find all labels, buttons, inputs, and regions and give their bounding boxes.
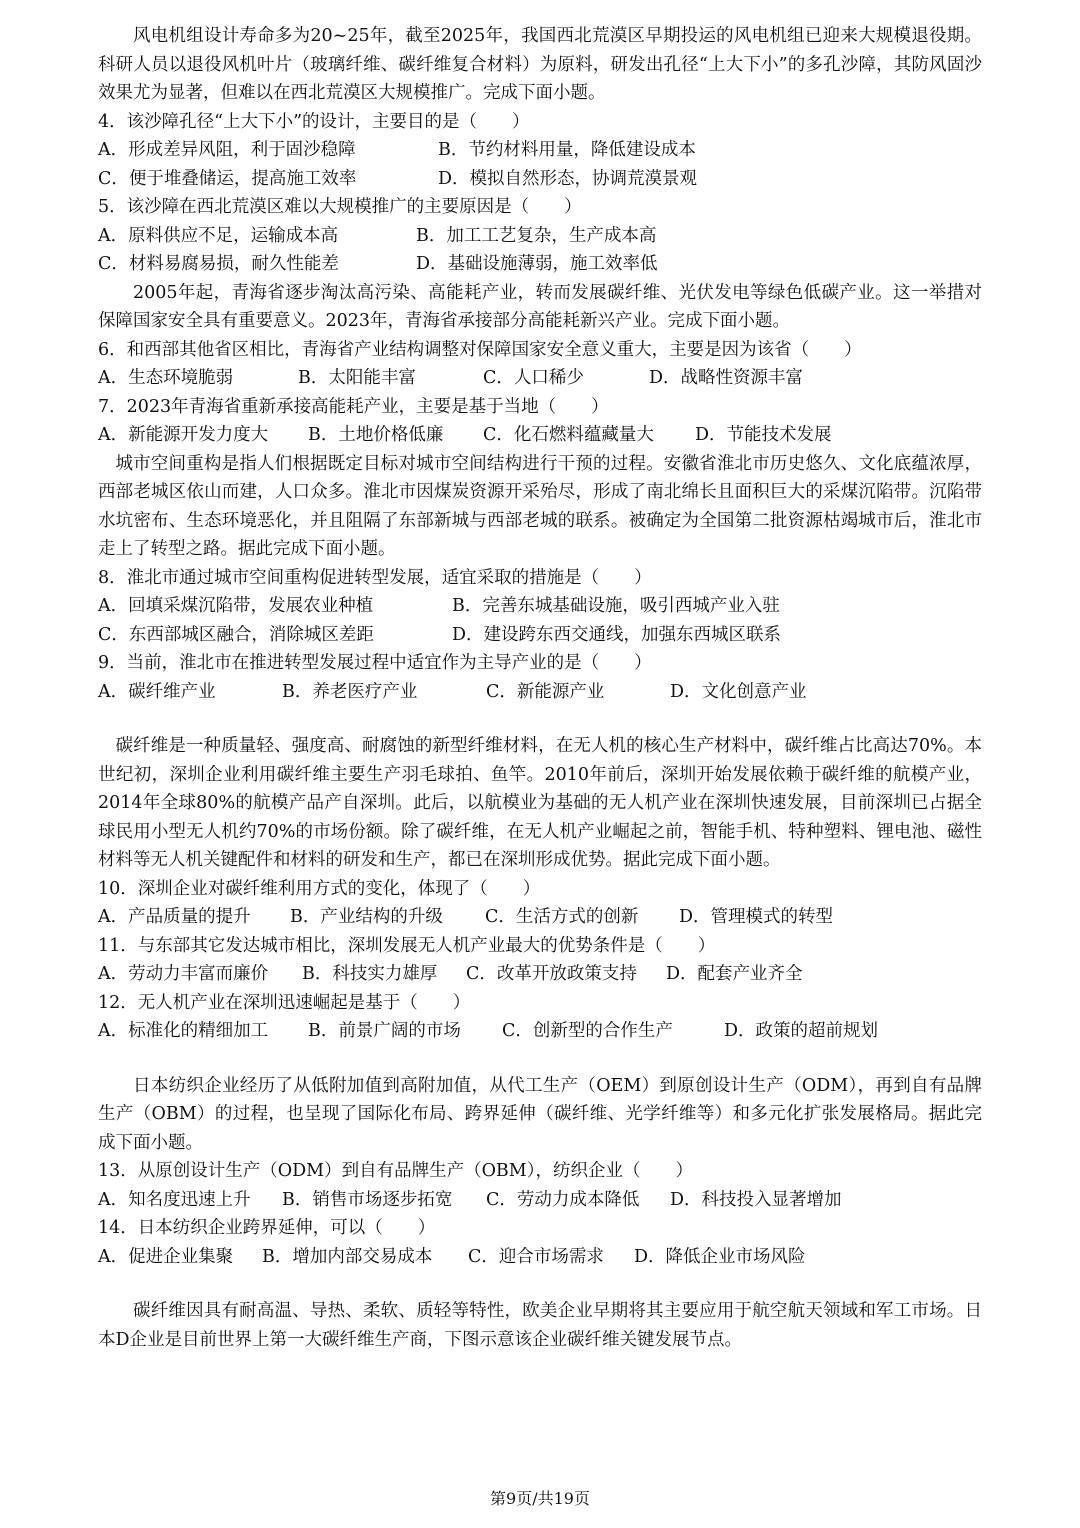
options-row — [98, 1017, 982, 1046]
option-b[interactable]: B．养老医疗产业 — [282, 681, 418, 702]
option-d[interactable]: D．降低企业市场风险 — [634, 1246, 806, 1267]
option-b[interactable]: B．太阳能丰富 — [298, 368, 416, 388]
option-c[interactable]: C．人口稀少 — [483, 368, 584, 388]
option-c[interactable]: C．东西部城区融合，消除城区差距 — [98, 624, 374, 645]
option-c[interactable]: C．便于堆叠储运，提高施工效率 — [98, 168, 357, 189]
options-row — [98, 678, 982, 707]
option-a[interactable]: A．形成差异风阻，利于固沙稳障 — [98, 140, 356, 160]
passage-huaibei: 城市空间重构是指人们根据既定目标对城市空间结构进行干预的过程。安徽省淮北市历史悠久、文化底蕴浓厚，西部老城区依山而建，人口众多。淮北市因煤炭资源开采殆尽，形成了南北绵长且面积巨大的采煤沉陷带。沉陷带水坑密布、生态环境恶化，并且阻隔了东部新城与西部老城的联系。被确定为全国第二批资源枯竭城市后，淮北市走上了转型之路。据此完成下面小题。 — [98, 453, 982, 559]
option-d[interactable]: D．战略性资源丰富 — [649, 368, 804, 388]
option-d[interactable]: D．管理模式的转型 — [679, 907, 834, 927]
option-c[interactable]: C．改革开放政策支持 — [466, 964, 637, 984]
question-7: 7．2023年青海省重新承接高能耗产业，主要是基于当地（ ） — [98, 396, 609, 417]
section-gap — [98, 1271, 982, 1297]
question-11: 11．与东部其它发达城市相比，深圳发展无人机产业最大的优势条件是（ ） — [98, 935, 716, 956]
options-row — [98, 250, 982, 279]
passage-qinghai: 2005年起，青海省逐步淘汰高污染、高能耗产业，转而发展碳纤维、光伏发电等绿色低碳产业。这一举措对保障国家安全具有重要意义。2023年，青海省承接部分高能耗新兴产业。完成下面小题。 — [98, 282, 982, 331]
option-a[interactable]: A．产品质量的提升 — [98, 907, 251, 927]
option-a[interactable]: A．原料供应不足，运输成本高 — [98, 225, 339, 246]
question-14: 14．日本纺织企业跨界延伸，可以（ ） — [98, 1218, 436, 1238]
section-gap — [98, 706, 982, 732]
options-row — [98, 960, 982, 989]
options-row — [98, 1243, 982, 1272]
option-c[interactable]: C．迎合市场需求 — [468, 1246, 604, 1267]
options-row — [98, 165, 982, 194]
option-a[interactable]: A．生态环境脆弱 — [98, 368, 234, 388]
option-b[interactable]: B．产业结构的升级 — [290, 907, 443, 927]
option-b[interactable]: B．增加内部交易成本 — [262, 1246, 433, 1267]
question-12: 12．无人机产业在深圳迅速崛起是基于（ ） — [98, 992, 471, 1013]
option-c[interactable]: C．新能源产业 — [486, 681, 605, 702]
question-5: 5．该沙障在西北荒漠区难以大规模推广的主要原因是（ ） — [98, 197, 582, 217]
options-row — [98, 421, 982, 450]
page-content — [98, 22, 982, 1354]
option-b[interactable]: B．土地价格低廉 — [308, 425, 444, 445]
option-d[interactable]: D．科技投入显著增加 — [670, 1189, 842, 1210]
option-b[interactable]: B．销售市场逐步拓宽 — [282, 1189, 453, 1210]
options-row — [98, 222, 982, 251]
option-a[interactable]: A．知名度迅速上升 — [98, 1189, 251, 1210]
option-d[interactable]: D．文化创意产业 — [670, 681, 807, 702]
option-d[interactable]: D．建设跨东西交通线，加强东西城区联系 — [452, 624, 782, 645]
option-d[interactable]: D．基础设施薄弱，施工效率低 — [416, 254, 658, 274]
options-row — [98, 364, 982, 393]
question-9: 9．当前，淮北市在推进转型发展过程中适宜作为主导产业的是（ ） — [98, 653, 652, 673]
option-c[interactable]: C．材料易腐易损，耐久性能差 — [98, 254, 339, 274]
passage-wind-turbine: 风电机组设计寿命多为20~25年，截至2025年，我国西北荒漠区早期投运的风电机组已迎来大规模退役期。科研人员以退役风机叶片（玻璃纤维、碳纤维复合材料）为原料，研发出孔径“上大下小”的多孔沙障，其防风固沙效果尤为显著，但难以在西北荒漠区大规模推广。完成下面小题。 — [98, 26, 982, 103]
passage-japan-textile: 日本纺织企业经历了从低附加值到高附加值，从代工生产（OEM）到原创设计生产（ODM），再到自有品牌生产（OBM）的过程，也呈现了国际化布局、跨界延伸（碳纤维、光学纤维等）和多元化扩张发展格局。据此完成下面小题。 — [98, 1075, 982, 1153]
option-d[interactable]: D．配套产业齐全 — [666, 964, 803, 984]
option-a[interactable]: A．新能源开发力度大 — [98, 425, 269, 445]
option-a[interactable]: A．劳动力丰富而廉价 — [98, 964, 269, 984]
option-d[interactable]: D．政策的超前规划 — [724, 1021, 879, 1041]
options-row — [98, 903, 982, 932]
question-10: 10．深圳企业对碳纤维利用方式的变化，体现了（ ） — [98, 878, 541, 899]
question-13: 13．从原创设计生产（ODM）到自有品牌生产（OBM），纺织企业（ ） — [98, 1161, 693, 1181]
options-row — [98, 621, 982, 650]
option-b[interactable]: B．节约材料用量，降低建设成本 — [438, 140, 696, 160]
option-a[interactable]: A．促进企业集聚 — [98, 1246, 234, 1267]
question-6: 6．和西部其他省区相比，青海省产业结构调整对保障国家安全意义重大，主要是因为该省（ ） — [98, 339, 862, 360]
option-c[interactable]: C．生活方式的创新 — [485, 907, 639, 927]
passage-carbon-fiber-d-company: 碳纤维因具有耐高温、导热、柔软、质轻等特性，欧美企业早期将其主要应用于航空航天领域和军工市场。日本D企业是目前世界上第一大碳纤维生产商，下图示意该企业碳纤维关键发展节点。 — [98, 1301, 982, 1350]
option-b[interactable]: B．科技实力雄厚 — [302, 964, 438, 984]
passage-shenzhen-drones: 碳纤维是一种质量轻、强度高、耐腐蚀的新型纤维材料，在无人机的核心生产材料中，碳纤维占比高达70%。本世纪初，深圳企业利用碳纤维主要生产羽毛球拍、鱼竿。2010年前后，深圳开始发展依赖于碳纤维的航模产业，2014年全球80%的航模产品产自深圳。此后，以航模业为基础的无人机产业在深圳快速发展，目前深圳已占据全球民用小型无人机约70%的市场份额。除了碳纤维，在无人机产业崛起之前，智能手机、特种塑料、锂电池、磁性材料等无人机关键配件和材料的研发和生产，都已在深圳形成优势。据此完成下面小题。 — [98, 736, 982, 870]
option-a[interactable]: A．回填采煤沉陷带，发展农业种植 — [98, 596, 374, 616]
question-8: 8．淮北市通过城市空间重构促进转型发展，适宜采取的措施是（ ） — [98, 567, 652, 588]
section-gap — [98, 1046, 982, 1072]
question-4: 4．该沙障孔径“上大下小”的设计，主要目的是（ ） — [98, 111, 530, 132]
page-number-footer: 第9页/共19页 — [490, 1489, 590, 1508]
option-d[interactable]: D．节能技术发展 — [695, 425, 832, 445]
option-b[interactable]: B．完善东城基础设施，吸引西城产业入驻 — [452, 596, 780, 616]
options-row — [98, 1186, 982, 1215]
option-c[interactable]: C．劳动力成本降低 — [486, 1189, 640, 1210]
option-c[interactable]: C．化石燃料蕴藏量大 — [483, 425, 654, 445]
option-b[interactable]: B．加工工艺复杂，生产成本高 — [416, 225, 657, 246]
option-a[interactable]: A．碳纤维产业 — [98, 681, 216, 702]
option-c[interactable]: C．创新型的合作生产 — [502, 1021, 673, 1041]
option-a[interactable]: A．标准化的精细加工 — [98, 1021, 269, 1041]
options-row — [98, 136, 982, 165]
option-b[interactable]: B．前景广阔的市场 — [308, 1021, 461, 1041]
option-d[interactable]: D．模拟自然形态，协调荒漠景观 — [438, 168, 698, 189]
options-row — [98, 592, 982, 621]
